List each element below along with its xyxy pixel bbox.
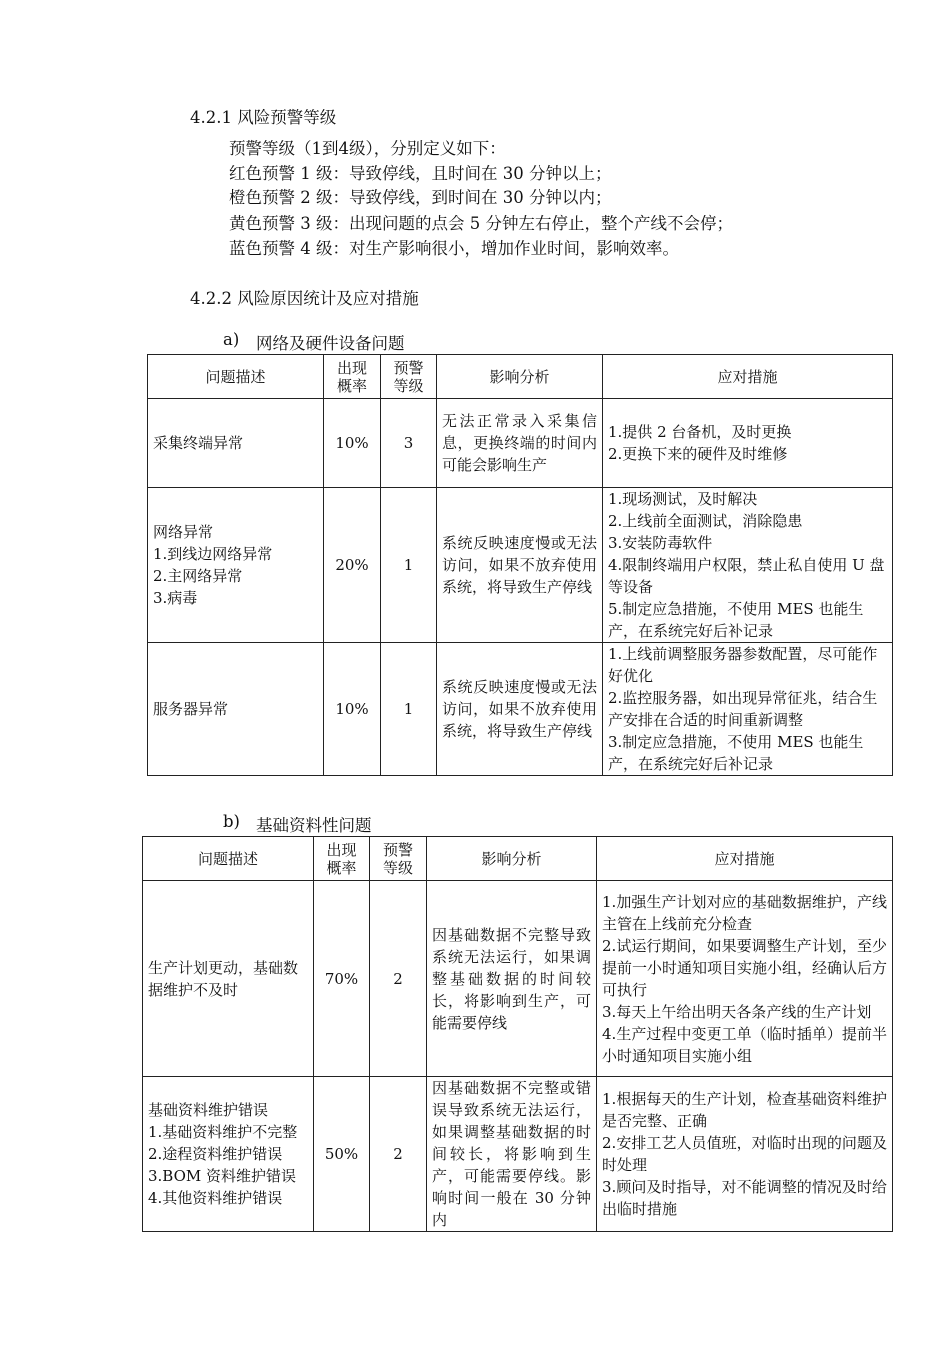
section-heading-422: 4.2.2 风险原因统计及应对措施 — [190, 289, 419, 308]
table-a-caption-text: 网络及硬件设备问题 — [256, 334, 405, 353]
table-a-header-row — [148, 355, 893, 399]
cell-impact: 系统反映速度慢或无法访问，如果不放弃使用系统，将导致生产停线 — [437, 488, 603, 643]
cell-level: 1 — [381, 488, 437, 643]
table-row — [148, 399, 893, 488]
cell-prob: 70% — [314, 881, 370, 1077]
header-level: 预警 等级 — [381, 355, 437, 399]
cell-measures: 1.根据每天的生产计划，检查基础资料维护是否完整、正确 2.安排工艺人员值班，对临时出现的问题及时处理 3.顾问及时指导，对不能调整的情况及时给出临时措施 — [597, 1077, 893, 1232]
cell-measures: 1.提供 2 台备机，及时更换 2.更换下来的硬件及时维修 — [603, 399, 893, 488]
table-row — [148, 488, 893, 643]
cell-desc: 服务器异常 — [148, 643, 324, 776]
table-a-caption-label: a) — [223, 330, 240, 349]
cell-desc: 网络异常 1.到线边网络异常 2.主网络异常 3.病毒 — [148, 488, 324, 643]
cell-desc: 基础资料维护错误 1.基础资料维护不完整 2.途程资料维护错误 3.BOM 资料维护错误 4.其他资料维护错误 — [143, 1077, 314, 1232]
cell-level: 2 — [370, 881, 427, 1077]
cell-level: 3 — [381, 399, 437, 488]
header-prob: 出现 概率 — [314, 837, 370, 881]
cell-prob: 50% — [314, 1077, 370, 1232]
cell-impact: 因基础数据不完整或错误导致系统无法运行，如果调整基础数据的时间较长，将影响到生产，可能需要停线。影响时间一般在 30 分钟内 — [427, 1077, 597, 1232]
cell-prob: 20% — [324, 488, 381, 643]
paragraph-line: 黄色预警 3 级：出现问题的点会 5 分钟左右停止，整个产线不会停； — [229, 214, 733, 233]
cell-impact: 无法正常录入采集信息，更换终端的时间内可能会影响生产 — [437, 399, 603, 488]
cell-level: 1 — [381, 643, 437, 776]
cell-measures: 1.现场测试，及时解决 2.上线前全面测试，消除隐患 3.安装防毒软件 4.限制终端用户权限，禁止私自使用 U 盘等设备 5.制定应急措施，不使用 MES 也能生产，在系统完好后补记录 — [603, 488, 893, 643]
cell-impact: 系统反映速度慢或无法访问，如果不放弃使用系统，将导致生产停线 — [437, 643, 603, 776]
paragraph-line: 红色预警 1 级：导致停线，且时间在 30 分钟以上； — [229, 164, 612, 183]
header-impact: 影响分析 — [427, 837, 597, 881]
header-level: 预警 等级 — [370, 837, 427, 881]
table-b-header-row — [143, 837, 893, 881]
header-impact: 影响分析 — [437, 355, 603, 399]
table-row — [148, 643, 893, 776]
paragraph-line: 预警等级（1到4级），分别定义如下： — [229, 139, 506, 158]
table-b-caption-text: 基础资料性问题 — [256, 816, 372, 835]
header-desc: 问题描述 — [143, 837, 314, 881]
table-a — [147, 354, 893, 776]
table-row — [143, 881, 893, 1077]
paragraph-line: 橙色预警 2 级：导致停线，到时间在 30 分钟以内； — [229, 188, 612, 207]
cell-prob: 10% — [324, 643, 381, 776]
cell-desc: 生产计划更动，基础数据维护不及时 — [143, 881, 314, 1077]
table-b — [142, 836, 893, 1232]
cell-measures: 1.加强生产计划对应的基础数据维护，产线主管在上线前充分检查 2.试运行期间，如果要调整生产计划，至少提前一小时通知项目实施小组，经确认后方可执行 3.每天上午给出明天各条产线的生产计划 4.生产过程中变更工单（临时插单）提前半小时通知项目实施小组 — [597, 881, 893, 1077]
paragraph-line: 蓝色预警 4 级：对生产影响很小，增加作业时间，影响效率。 — [229, 239, 679, 258]
header-measures: 应对措施 — [603, 355, 893, 399]
cell-desc: 采集终端异常 — [148, 399, 324, 488]
cell-measures: 1.上线前调整服务器参数配置，尽可能作好优化 2.监控服务器，如出现异常征兆，结合生产安排在合适的时间重新调整 3.制定应急措施，不使用 MES 也能生产，在系统完好后补记录 — [603, 643, 893, 776]
table-row — [143, 1077, 893, 1232]
header-prob: 出现 概率 — [324, 355, 381, 399]
table-b-caption-label: b) — [223, 812, 240, 831]
section-heading-421: 4.2.1 风险预警等级 — [190, 108, 337, 127]
header-measures: 应对措施 — [597, 837, 893, 881]
cell-impact: 因基础数据不完整导致系统无法运行，如果调整基础数据的时间较长，将影响到生产，可能需要停线 — [427, 881, 597, 1077]
cell-level: 2 — [370, 1077, 427, 1232]
cell-prob: 10% — [324, 399, 381, 488]
header-desc: 问题描述 — [148, 355, 324, 399]
